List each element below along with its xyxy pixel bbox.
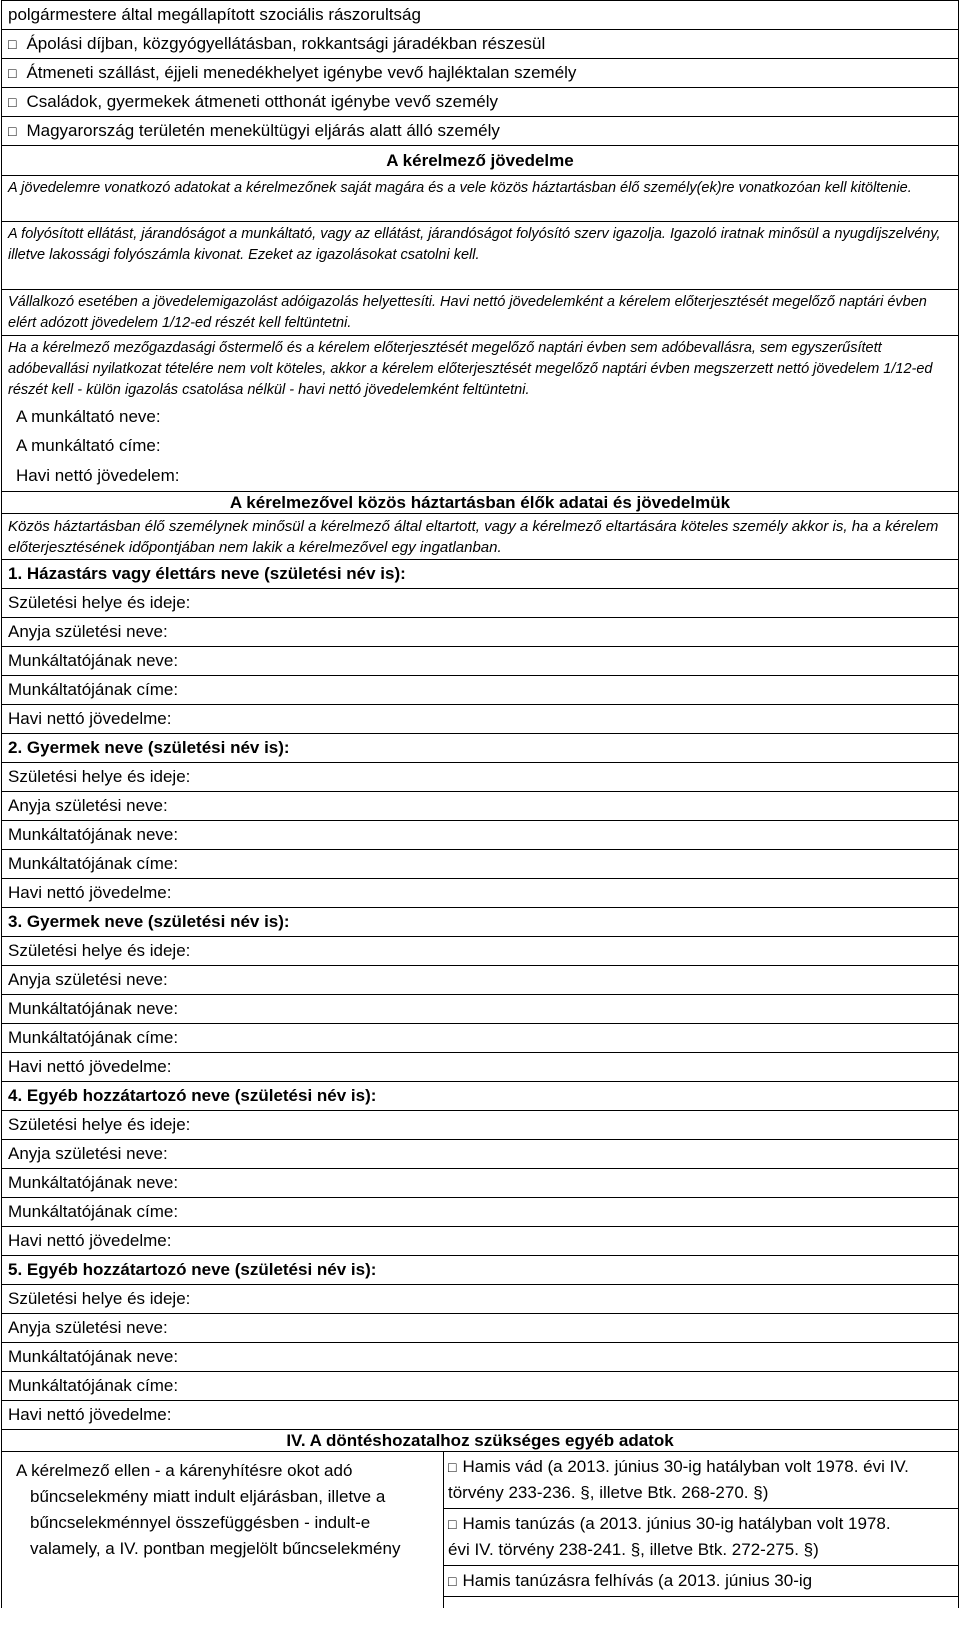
status-option-label: Családok, gyermekek átmeneti otthonát igénybe vevő személy	[26, 92, 498, 111]
income-paragraph-1	[2, 176, 958, 222]
person-detail-label: Születési helye és ideje:	[8, 767, 191, 786]
person-detail-field[interactable]	[2, 1227, 958, 1256]
person-detail-label: Havi nettó jövedelme:	[8, 1057, 172, 1076]
section4-question	[2, 1452, 444, 1608]
person-name-label: 2. Gyermek neve (születési név is):	[8, 738, 290, 757]
person-detail-field[interactable]	[2, 1169, 958, 1198]
income-paragraph-3-text: Vállalkozó esetében a jövedelemigazolást adóigazolás helyettesíti. Havi nettó jövedelemként a kérelem előterjesztését megelőző naptári évben elért adózott jövedelem 1/12-ed részét kell feltüntetni.	[8, 294, 927, 331]
status-option[interactable]	[2, 59, 958, 88]
person-detail-field[interactable]	[2, 1198, 958, 1227]
person-detail-label: Munkáltatójának neve:	[8, 999, 179, 1018]
person-detail-field[interactable]	[2, 589, 958, 618]
household-heading-row	[2, 491, 958, 514]
offense-option-line: törvény 233-236. §, illetve Btk. 268-270. §)	[448, 1483, 769, 1502]
person-detail-field[interactable]	[2, 966, 958, 995]
person-detail-label: Munkáltatójának címe:	[8, 1202, 179, 1221]
social-need-row	[2, 1, 958, 30]
offense-option-label: Hamis tanúzás (a 2013. június 30-ig hatályban volt 1978.	[462, 1514, 891, 1533]
section4-question-line: bűncselekmény miatt indult eljárásban, illetve a	[30, 1487, 386, 1506]
person-detail-field[interactable]	[2, 879, 958, 908]
person-detail-label: Anyja születési neve:	[8, 970, 168, 989]
person-detail-label: Anyja születési neve:	[8, 622, 168, 641]
person-detail-label: Születési helye és ideje:	[8, 1115, 191, 1134]
checkbox-icon[interactable]: □	[448, 1459, 457, 1475]
status-option-label: Átmeneti szállást, éjjeli menedékhelyet igénybe vevő hajléktalan személy	[26, 63, 577, 82]
income-paragraph-2-text: A folyósított ellátást, járandóságot a munkáltató, vagy az ellátást, járandóságot folyósító szerv igazolja. Igazoló iratnak minősül a nyugdíjszelvény, illetve lakossági folyószámla kivonat. Ezeket az igazolásokat csatolni kell.	[8, 226, 941, 263]
person-name-field[interactable]	[2, 1082, 958, 1111]
person-detail-field[interactable]	[2, 1111, 958, 1140]
person-detail-label: Munkáltatójának neve:	[8, 651, 179, 670]
person-name-field[interactable]	[2, 560, 958, 589]
income-paragraph-1-text: A jövedelemre vonatkozó adatokat a kérelmezőnek saját magára és a vele közös háztartásban élő személy(ek)re vonatkozóan kell kitöltenie.	[8, 180, 912, 196]
offense-option-line: évi IV. törvény 238-241. §, illetve Btk. 272-275. §)	[448, 1540, 819, 1559]
person-detail-field[interactable]	[2, 618, 958, 647]
status-option[interactable]	[2, 117, 958, 146]
person-detail-label: Anyja születési neve:	[8, 796, 168, 815]
section4-heading: IV. A döntéshozatalhoz szükséges egyéb adatok	[286, 1430, 674, 1450]
person-detail-field[interactable]	[2, 792, 958, 821]
person-detail-label: Munkáltatójának címe:	[8, 1028, 179, 1047]
person-detail-field[interactable]	[2, 995, 958, 1024]
income-paragraph-4	[2, 336, 958, 402]
person-detail-field[interactable]	[2, 937, 958, 966]
person-detail-label: Munkáltatójának neve:	[8, 825, 179, 844]
person-detail-label: Munkáltatójának címe:	[8, 1376, 179, 1395]
person-detail-field[interactable]	[2, 1401, 958, 1430]
monthly-income-field[interactable]	[2, 460, 958, 491]
person-detail-field[interactable]	[2, 647, 958, 676]
checkbox-icon[interactable]: □	[8, 65, 17, 81]
social-need-text: polgármestere által megállapított szociális rászorultság	[8, 5, 421, 24]
person-detail-field[interactable]	[2, 676, 958, 705]
employer-name-label: A munkáltató neve:	[16, 406, 161, 426]
household-intro	[2, 514, 958, 560]
status-option-label: Ápolási díjban, közgyógyellátásban, rokkantsági járadékban részesül	[26, 34, 546, 53]
person-detail-label: Munkáltatójának címe:	[8, 680, 179, 699]
household-intro-text: Közös háztartásban élő személynek minősül a kérelmező által eltartott, vagy a kérelmező eltartására köteles személy akkor is, ha a kérelem előterjesztésének időpontjában nem lakik a kérelmezővel egy ingatlanban.	[8, 518, 939, 556]
person-detail-label: Munkáltatójának címe:	[8, 854, 179, 873]
offense-option[interactable]	[444, 1509, 958, 1566]
employer-address-field[interactable]	[2, 431, 958, 460]
person-detail-field[interactable]	[2, 763, 958, 792]
person-name-label: 3. Gyermek neve (születési név is):	[8, 912, 290, 931]
section4-question-line: bűncselekménnyel összefüggésben - indult-e	[30, 1513, 371, 1532]
offense-option-label: Hamis vád (a 2013. június 30-ig hatályban volt 1978. évi IV.	[462, 1457, 909, 1476]
person-detail-label: Születési helye és ideje:	[8, 1289, 191, 1308]
person-detail-field[interactable]	[2, 705, 958, 734]
household-heading: A kérelmezővel közös háztartásban élők adatai és jövedelmük	[229, 492, 731, 512]
person-detail-field[interactable]	[2, 1140, 958, 1169]
section4-options	[444, 1452, 958, 1608]
checkbox-icon[interactable]: □	[8, 94, 17, 110]
person-detail-field[interactable]	[2, 821, 958, 850]
employer-address-label: A munkáltató címe:	[16, 435, 161, 455]
offense-option[interactable]	[444, 1452, 958, 1509]
household-persons	[2, 560, 958, 1430]
status-option-label: Magyarország területén menekültügyi eljárás alatt álló személy	[26, 121, 500, 140]
person-detail-field[interactable]	[2, 1343, 958, 1372]
checkbox-icon[interactable]: □	[448, 1573, 457, 1589]
person-name-field[interactable]	[2, 908, 958, 937]
income-paragraph-3	[2, 290, 958, 336]
person-detail-field[interactable]	[2, 1053, 958, 1082]
person-detail-label: Anyja születési neve:	[8, 1318, 168, 1337]
income-heading-row	[2, 146, 958, 176]
person-name-label: 5. Egyéb hozzátartozó neve (születési név is):	[8, 1260, 377, 1279]
person-detail-label: Születési helye és ideje:	[8, 593, 191, 612]
person-detail-label: Havi nettó jövedelme:	[8, 1405, 172, 1424]
person-detail-field[interactable]	[2, 1024, 958, 1053]
monthly-income-label: Havi nettó jövedelem:	[16, 465, 180, 485]
person-name-field[interactable]	[2, 1256, 958, 1285]
status-option[interactable]	[2, 88, 958, 117]
income-paragraph-4-text: Ha a kérelmező mezőgazdasági őstermelő és a kérelem előterjesztését megelőző naptári évben sem adóbevallásra, sem egyszerűsített adóbevallási nyilatkozat tételére nem volt köteles, akkor a kérelem előterjesztését megelőző naptári évben megszerzett nettó jövedelem 1/12-ed részét kell - külön igazolás csatolása nélkül - havi nettó jövedelemként feltüntetni.	[8, 340, 933, 398]
employer-name-field[interactable]	[2, 402, 958, 431]
person-detail-label: Születési helye és ideje:	[8, 941, 191, 960]
person-name-label: 4. Egyéb hozzátartozó neve (születési név is):	[8, 1086, 377, 1105]
income-paragraph-2	[2, 222, 958, 290]
offense-option-line	[448, 1511, 954, 1537]
form-page	[1, 0, 959, 1608]
person-detail-field[interactable]	[2, 1285, 958, 1314]
status-option[interactable]	[2, 30, 958, 59]
offense-option-line	[448, 1454, 954, 1480]
person-detail-label: Havi nettó jövedelme:	[8, 709, 172, 728]
person-detail-label: Havi nettó jövedelme:	[8, 1231, 172, 1250]
person-detail-label: Havi nettó jövedelme:	[8, 883, 172, 902]
person-detail-field[interactable]	[2, 1372, 958, 1401]
person-detail-field[interactable]	[2, 850, 958, 879]
section4-question-line: valamely, a IV. pontban megjelölt bűncselekmény	[30, 1539, 401, 1558]
person-detail-field[interactable]	[2, 1314, 958, 1343]
income-heading: A kérelmező jövedelme	[386, 150, 574, 170]
person-name-label: 1. Házastárs vagy élettárs neve (születési név is):	[8, 564, 406, 583]
section4-question-line: A kérelmező ellen - a kárenyhítésre okot adó	[16, 1461, 353, 1480]
checkbox-icon[interactable]: □	[8, 123, 17, 139]
section4-table	[2, 1452, 958, 1608]
offense-option-label: Hamis tanúzásra felhívás (a 2013. június 30-ig	[462, 1571, 813, 1590]
offense-option-line	[448, 1568, 954, 1594]
person-name-field[interactable]	[2, 734, 958, 763]
person-detail-label: Anyja születési neve:	[8, 1144, 168, 1163]
offense-option[interactable]	[444, 1566, 958, 1597]
checkbox-icon[interactable]: □	[8, 36, 17, 52]
section4-heading-row	[2, 1430, 958, 1452]
checkbox-icon[interactable]: □	[448, 1516, 457, 1532]
person-detail-label: Munkáltatójának neve:	[8, 1173, 179, 1192]
status-options	[2, 30, 958, 146]
person-detail-label: Munkáltatójának neve:	[8, 1347, 179, 1366]
